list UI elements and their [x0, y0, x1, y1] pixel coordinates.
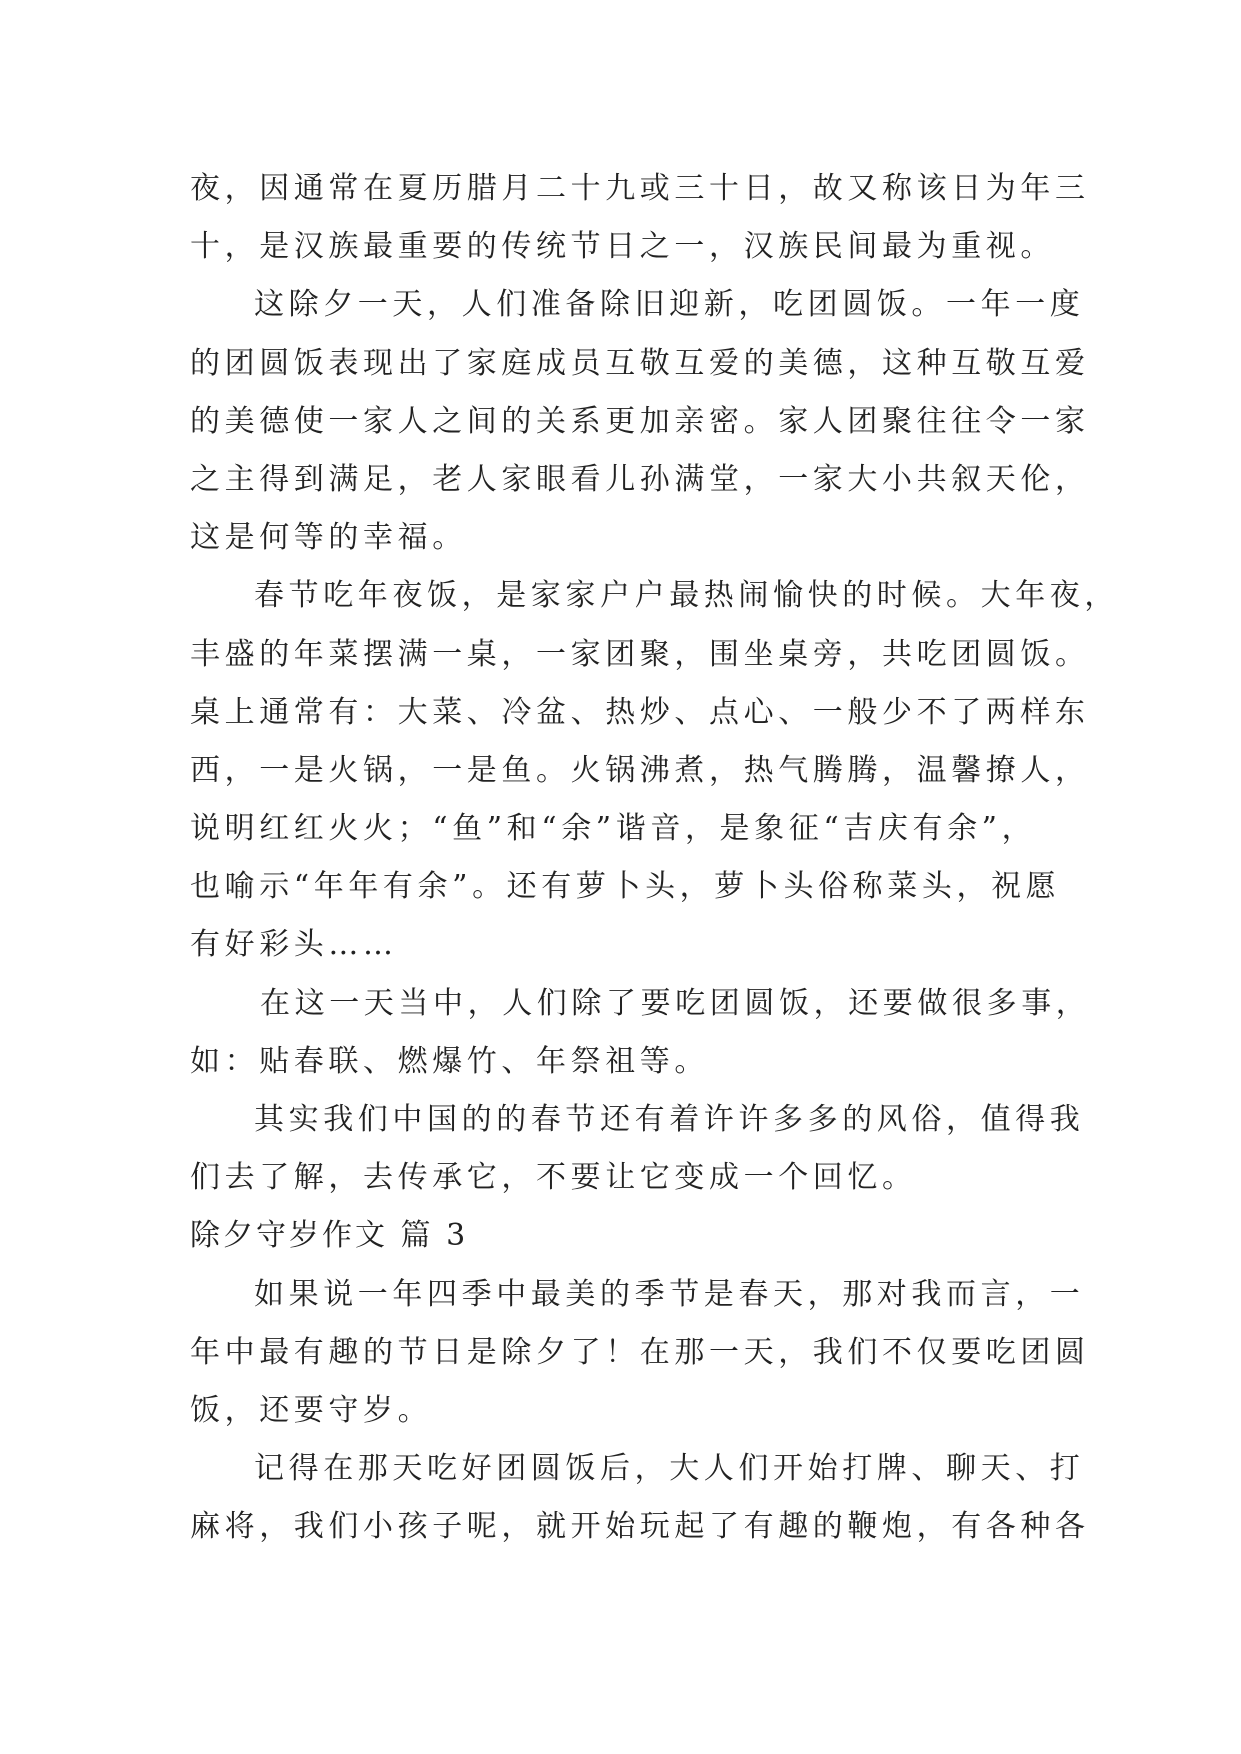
- text-line: 的美德使一家人之间的关系更加亲密。家人团聚往往令一家: [190, 403, 1090, 439]
- text-line: 说明红红火火；“鱼”和“余”谐音，是象征“吉庆有余”，: [190, 811, 1037, 847]
- text-line: 其实我们中国的的春节还有着许许多多的风俗，值得我: [254, 1102, 1085, 1137]
- text-line: 十，是汉族最重要的传统节日之一，汉族民间最为重视。: [190, 229, 1055, 265]
- paragraph: [190, 1091, 1085, 1207]
- paragraph: [190, 1440, 1090, 1556]
- paragraph: [190, 1266, 1090, 1441]
- paragraph: [190, 160, 1090, 276]
- text-line: 这除夕一天，人们准备除旧迎新，吃团圆饭。一年一度: [254, 287, 1085, 323]
- text-line: 年中最有趣的节日是除夕了！在那一天，我们不仅要吃团圆: [190, 1334, 1090, 1370]
- text-line: 饭，还要守岁。: [190, 1392, 433, 1428]
- paragraph: [190, 567, 1119, 974]
- text-line: 春节吃年夜饭，是家家户户最热闹愉快的时候。大年夜，: [254, 578, 1119, 614]
- text-line: 麻将，我们小孩子呢，就开始玩起了有趣的鞭炮，有各种各: [190, 1509, 1090, 1545]
- paragraph: [190, 975, 1091, 1091]
- text-line: 记得在那天吃好团圆饭后，大人们开始打牌、聊天、打: [254, 1451, 1085, 1487]
- text-line: 有好彩头……: [190, 927, 398, 963]
- text-line: 如：贴春联、燃爆竹、年祭祖等。: [190, 1043, 709, 1079]
- text-line: 们去了解，去传承它，不要让它变成一个回忆。: [190, 1160, 917, 1196]
- section-heading: [190, 1207, 1050, 1265]
- text-line: 之主得到满足，老人家眼看儿孙满堂，一家大小共叙天伦，: [190, 461, 1090, 497]
- text-line: 这是何等的幸福。: [190, 520, 467, 556]
- text-line: 桌上通常有：大菜、冷盆、热炒、点心、一般少不了两样东: [190, 694, 1090, 730]
- text-line: 的团圆饭表现出了家庭成员互敬互爱的美德，这种互敬互爱: [190, 345, 1090, 381]
- text-line: 丰盛的年菜摆满一桌，一家团聚，围坐桌旁，共吃团圆饭。: [190, 636, 1090, 672]
- heading-text: 除夕守岁作文 篇 3: [190, 1218, 469, 1254]
- document-body: [190, 160, 1119, 1557]
- text-line: 夜，因通常在夏历腊月二十九或三十日，故又称该日为年三: [190, 171, 1090, 206]
- text-line: 也喻示“年年有余”。还有萝卜头，萝卜头俗称菜头，祝愿: [190, 869, 1061, 905]
- text-line: 如果说一年四季中最美的季节是春天，那对我而言，一: [254, 1276, 1085, 1312]
- text-line: 西，一是火锅，一是鱼。火锅沸煮，热气腾腾，温馨撩人，: [190, 752, 1090, 788]
- text-line: 在这一天当中，人们除了要吃团圆饭，还要做很多事，: [260, 985, 1091, 1021]
- paragraph: [190, 276, 1090, 567]
